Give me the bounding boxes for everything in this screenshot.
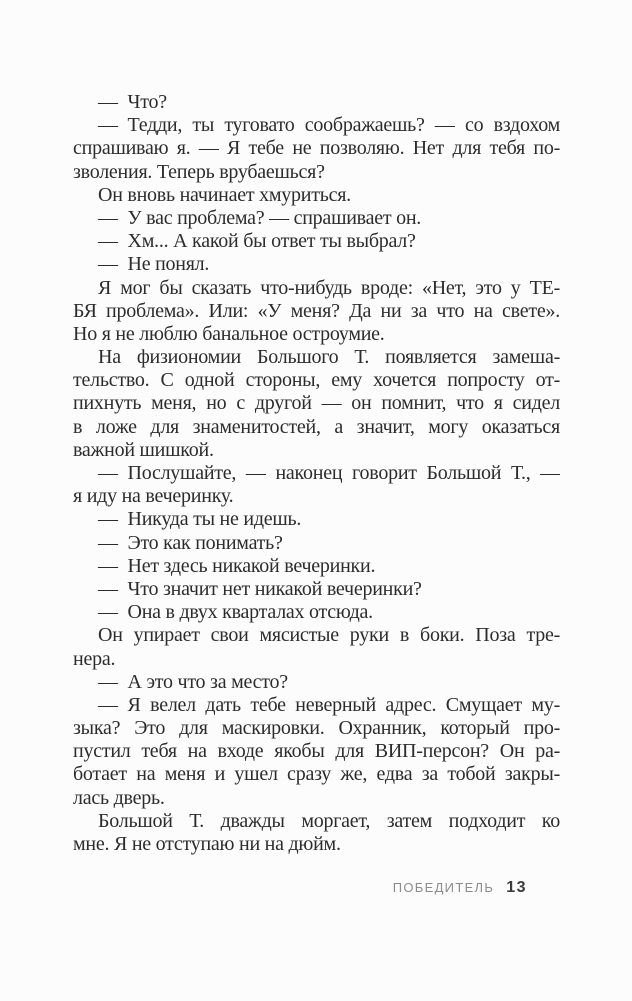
text-line: в ложе для знаменитостей, а значит, могу оказаться — [73, 415, 560, 438]
text-line: Я мог бы сказать что-нибудь вроде: «Нет, это у ТЕ- — [98, 276, 560, 299]
text-line: пихнуть меня, но с другой — он помнит, что я сидел — [73, 392, 560, 415]
text-line: нера. — [73, 647, 116, 670]
text-line: тельство. С одной стороны, ему хочется попросту от- — [73, 369, 560, 392]
text-line: важной шишкой. — [73, 438, 214, 461]
text-line: — Нет здесь никакой вечеринки. — [98, 554, 376, 577]
text-line: — Никуда ты не идешь. — [98, 508, 302, 531]
text-line: ботает на меня и ушел сразу же, едва за тобой закры- — [73, 763, 560, 786]
text-line: зволения. Теперь врубаешься? — [73, 160, 325, 183]
text-line: На физиономии Большого Т. появляется замеша- — [98, 346, 560, 369]
text-line: Но я не люблю банальное остроумие. — [73, 322, 385, 345]
text-line: Большой Т. дважды моргает, затем подходит ко — [98, 809, 560, 832]
text-line: — Послушайте, — наконец говорит Большой Т., — — [98, 462, 560, 484]
text-line: — Что значит нет никакой вечеринки? — [98, 577, 422, 600]
body-text — [73, 91, 560, 856]
text-line: пустил тебя на входе якобы для ВИП-персон? Он ра- — [73, 740, 560, 763]
text-line: — Тедди, ты туговато соображаешь? — со вздохом — [98, 114, 560, 137]
text-line: — Она в двух кварталах отсюда. — [98, 601, 373, 624]
text-line: — Что? — [98, 91, 167, 113]
text-line: — А это что за место? — [98, 670, 288, 693]
text-line: — Не понял. — [98, 253, 210, 276]
text-line: зыка? Это для маскировки. Охранник, который про- — [73, 717, 560, 740]
text-line: спрашиваю я. — Я тебе не позволяю. Нет для тебя по- — [73, 137, 560, 160]
text-line: — У вас проблема? — спрашивает он. — [98, 206, 422, 229]
text-line: — Хм... А какой бы ответ ты выбрал? — [98, 230, 416, 253]
text-line: — Это как понимать? — [98, 531, 283, 554]
text-line: я иду на вечеринку. — [73, 485, 234, 508]
text-line: — Я велел дать тебе неверный адрес. Смущает му- — [98, 693, 560, 716]
text-line: Он упирает свои мясистые руки в боки. Поза тре- — [98, 624, 560, 647]
running-title: ПОБЕДИТЕЛЬ — [392, 880, 495, 895]
text-line: Он вновь начинает хмуриться. — [98, 183, 351, 206]
page-footer — [0, 879, 527, 897]
text-line: БЯ проблема». Или: «У меня? Да ни за что на свете». — [73, 299, 560, 322]
text-line: мне. Я не отступаю ни на дюйм. — [73, 833, 341, 855]
page-number: 13 — [506, 879, 527, 896]
text-line: лась дверь. — [73, 786, 165, 809]
